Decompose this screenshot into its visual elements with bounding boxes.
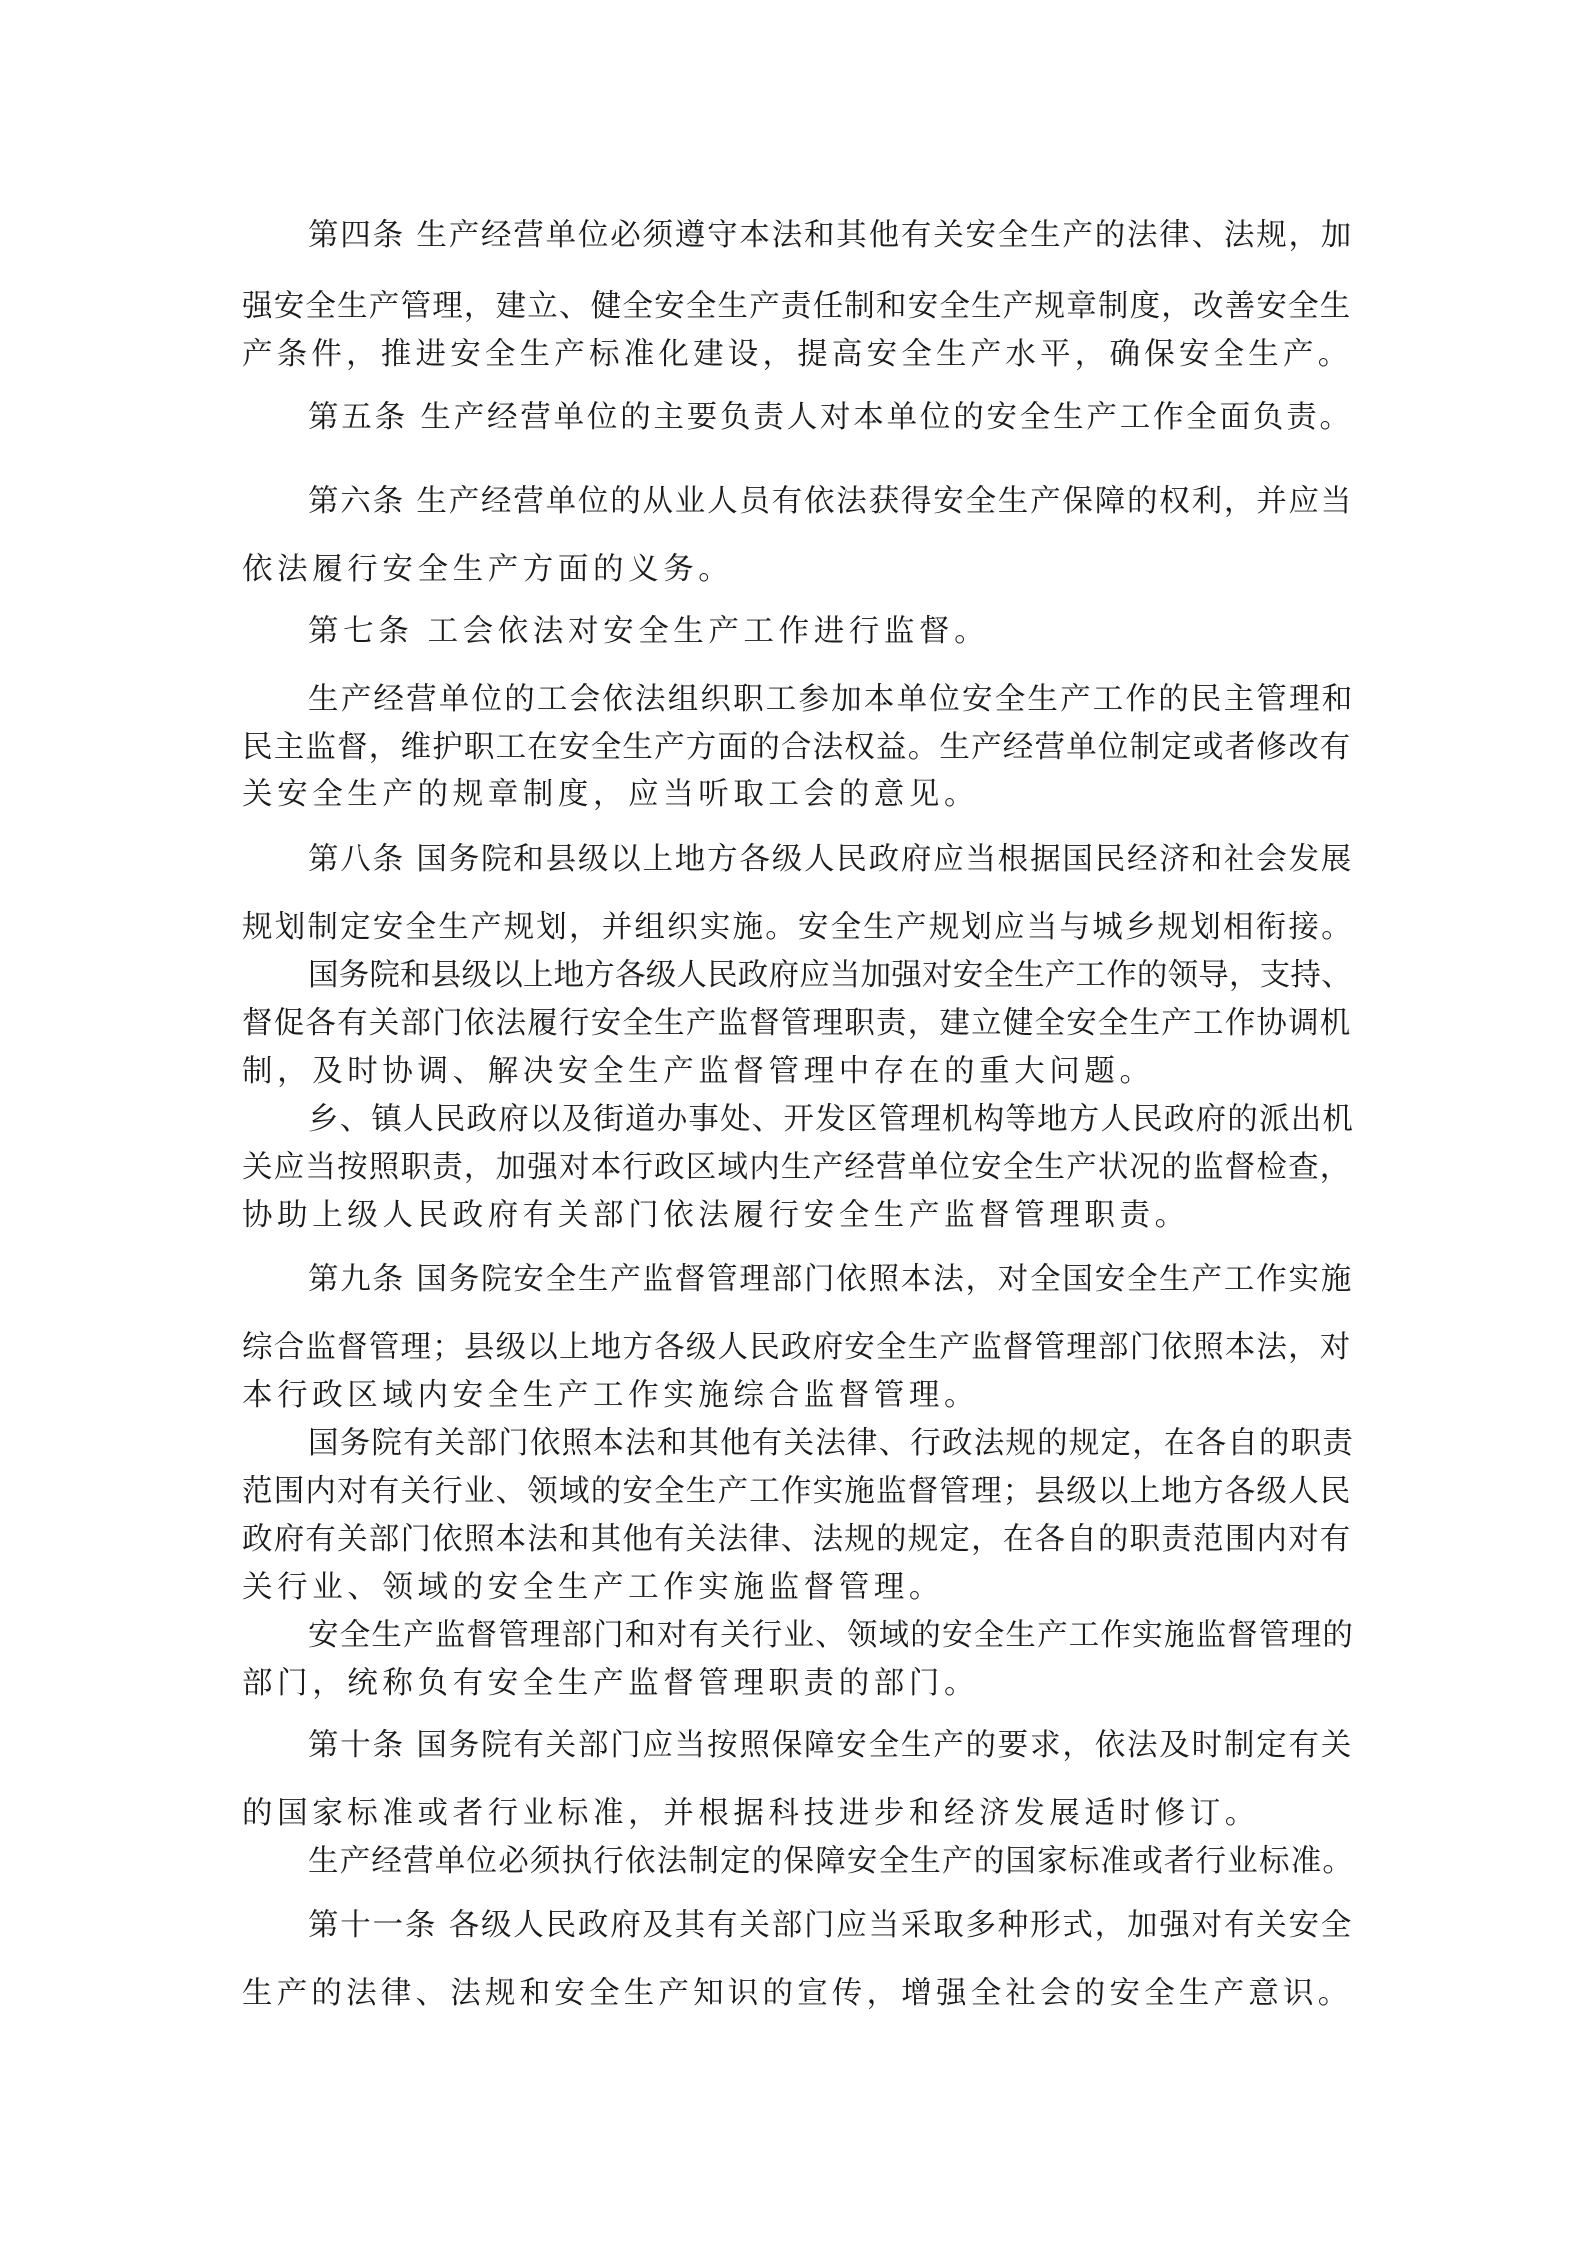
text-line: 部门，统称负有安全生产监督管理职责的部门。 xyxy=(242,1666,980,1701)
text-line: 综合监督管理；县级以上地方各级人民政府安全生产监督管理部门依照本法，对 xyxy=(242,1330,1352,1365)
text-line: 第九条 国务院安全生产监督管理部门依照本法，对全国安全生产工作实施 xyxy=(308,1262,1354,1297)
text-line: 政府有关部门依照本法和其他有关法律、法规的规定，在各自的职责范围内对有 xyxy=(242,1522,1352,1557)
text-line: 第八条 国务院和县级以上地方各级人民政府应当根据国民经济和社会发展 xyxy=(308,842,1354,877)
text-line: 第七条 工会依法对安全生产工作进行监督。 xyxy=(308,614,990,649)
text-line: 民主监督，维护职工在安全生产方面的合法权益。生产经营单位制定或者修改有 xyxy=(242,730,1352,765)
text-line: 督促各有关部门依法履行安全生产监督管理职责，建立健全安全生产工作协调机 xyxy=(242,1006,1352,1041)
text-line: 依法履行安全生产方面的义务。 xyxy=(242,552,734,587)
text-line: 产条件，推进安全生产标准化建设，提高安全生产水平，确保安全生产。 xyxy=(242,337,1353,372)
text-line: 协助上级人民政府有关部门依法履行安全生产监督管理职责。 xyxy=(242,1198,1190,1233)
text-line: 第六条 生产经营单位的从业人员有依法获得安全生产保障的权利，并应当 xyxy=(308,484,1354,519)
text-line: 关行业、领域的安全生产工作实施监督管理。 xyxy=(242,1570,944,1605)
text-line: 的国家标准或者行业标准，并根据科技进步和经济发展适时修订。 xyxy=(242,1796,1260,1831)
text-line: 第五条 生产经营单位的主要负责人对本单位的安全生产工作全面负责。 xyxy=(308,400,1353,435)
text-line: 生产经营单位必须执行依法制定的保障安全生产的国家标准或者行业标准。 xyxy=(308,1844,1355,1879)
text-line: 生产经营单位的工会依法组织职工参加本单位安全生产工作的民主管理和 xyxy=(308,682,1355,717)
text-line: 关应当按照职责，加强对本行政区域内生产经营单位安全生产状况的监督检查， xyxy=(242,1150,1352,1185)
text-line: 范围内对有关行业、领域的安全生产工作实施监督管理；县级以上地方各级人民 xyxy=(242,1474,1352,1509)
text-line: 强安全生产管理，建立、健全安全生产责任制和安全生产规章制度，改善安全生 xyxy=(242,289,1352,324)
text-line: 安全生产监督管理部门和对有关行业、领域的安全生产工作实施监督管理的 xyxy=(308,1618,1355,1653)
text-line: 本行政区域内安全生产工作实施综合监督管理。 xyxy=(242,1378,980,1413)
text-line: 制，及时协调、解决安全生产监督管理中存在的重大问题。 xyxy=(242,1054,1155,1089)
text-line: 第十一条 各级人民政府及其有关部门应当采取多种形式，加强对有关安全 xyxy=(308,1908,1354,1943)
text-line: 乡、镇人民政府以及街道办事处、开发区管理机构等地方人民政府的派出机 xyxy=(308,1102,1355,1137)
text-line: 规划制定安全生产规划，并组织实施。安全生产规划应当与城乡规划相衔接。 xyxy=(242,910,1354,945)
text-line: 国务院和县级以上地方各级人民政府应当加强对安全生产工作的领导，支持、 xyxy=(308,958,1352,993)
text-line: 国务院有关部门依照本法和其他有关法律、行政法规的规定，在各自的职责 xyxy=(308,1426,1355,1461)
text-line: 生产的法律、法规和安全生产知识的宣传，增强全社会的安全生产意识。 xyxy=(242,1976,1353,2011)
text-line: 关安全生产的规章制度，应当听取工会的意见。 xyxy=(242,777,980,812)
text-line: 第十条 国务院有关部门应当按照保障安全生产的要求，依法及时制定有关 xyxy=(308,1728,1354,1763)
text-line: 第四条 生产经营单位必须遵守本法和其他有关安全生产的法律、法规，加 xyxy=(308,218,1354,253)
